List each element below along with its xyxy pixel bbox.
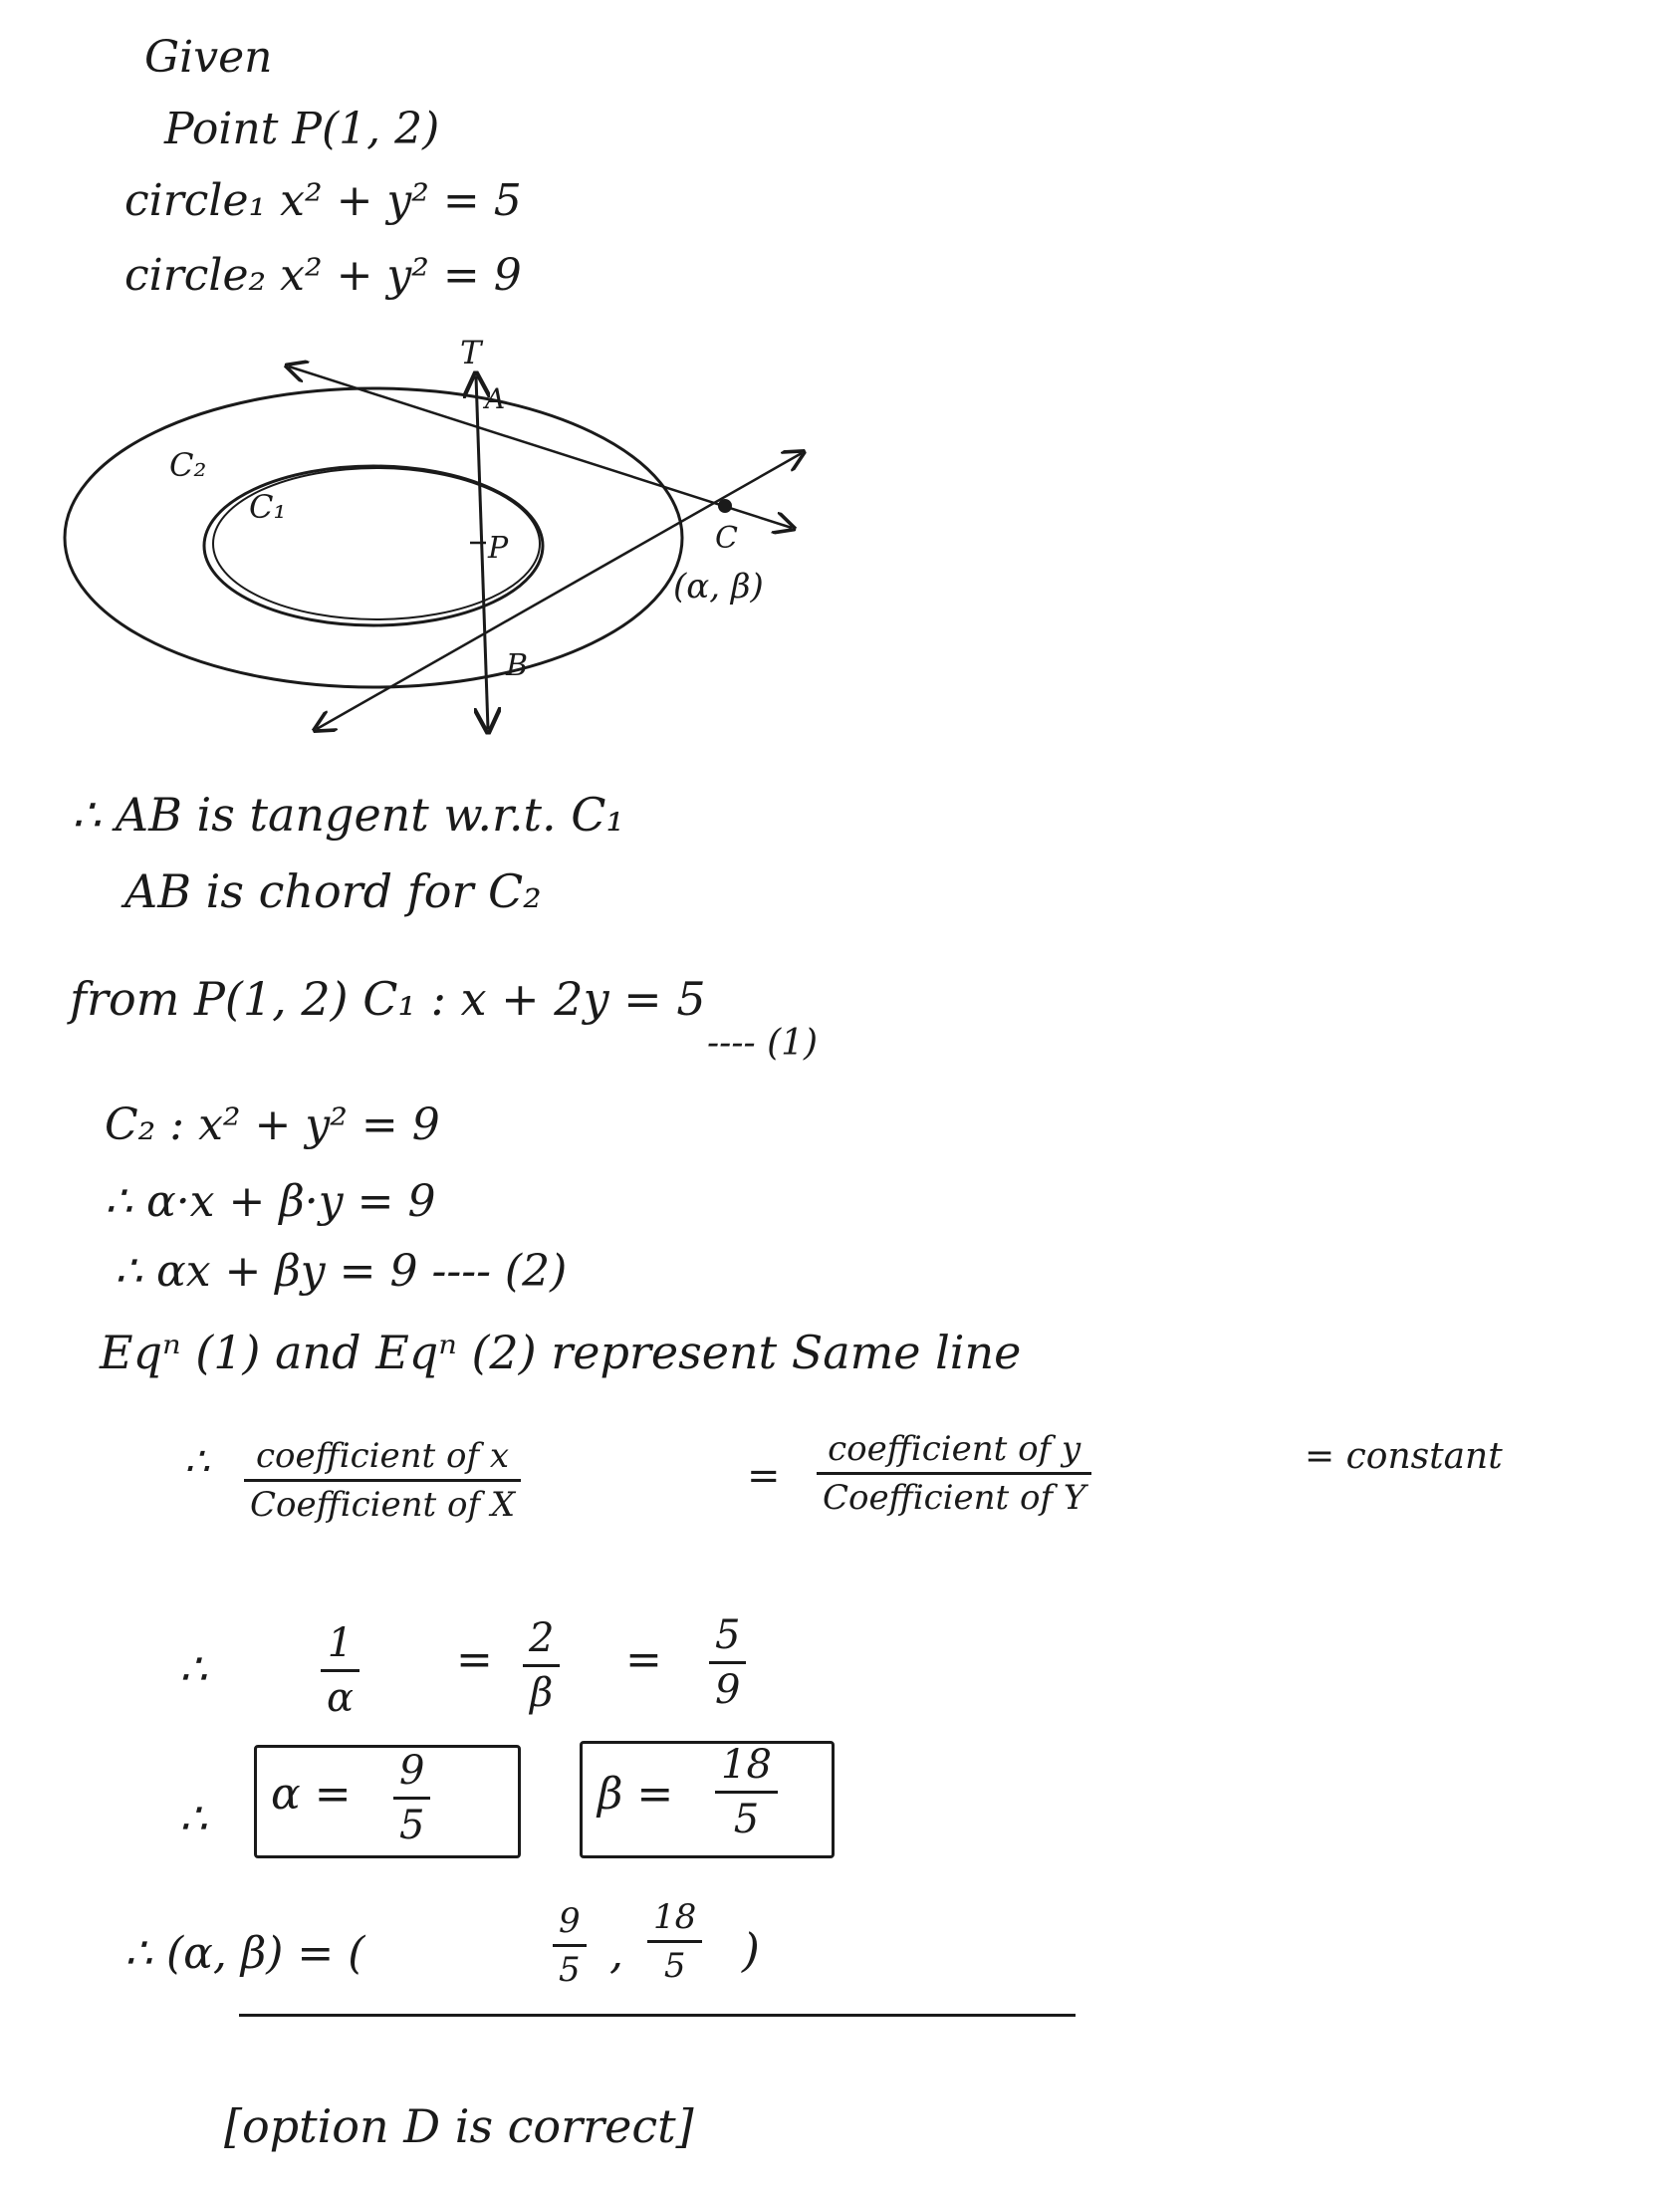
label-c-coords: (α, β): [673, 567, 764, 607]
coefficient-x-denominator: Coefficient of X: [250, 1485, 516, 1525]
ratio-two-beta: [523, 1615, 560, 1716]
alpha-result-numerator: 9: [399, 1748, 425, 1794]
ratio-two-beta-denominator: β: [530, 1670, 554, 1716]
label-c: C: [715, 521, 738, 556]
ratio-equals-1: =: [456, 1634, 493, 1685]
ratio-five-nine-denominator: 9: [715, 1667, 741, 1713]
final-beta-numerator: 18: [653, 1897, 697, 1937]
beta-result-denominator: 5: [733, 1797, 760, 1842]
circle-tangent-diagram: [0, 0, 1680, 797]
ratio-one-alpha-numerator: 1: [327, 1620, 354, 1666]
conclusion-text: [option D is correct]: [224, 2099, 694, 2153]
given-circle2: circle₂ x² + y² = 9: [124, 250, 522, 301]
label-a: A: [485, 382, 506, 415]
ratio-two-beta-numerator: 2: [529, 1615, 555, 1661]
tangent-statement: ∴ AB is tangent w.r.t. C₁: [72, 788, 624, 842]
final-underline: [239, 2014, 1076, 2017]
label-b: B: [506, 648, 529, 683]
results-therefore: ∴: [179, 1794, 207, 1844]
label-c2: C₂: [169, 446, 207, 484]
final-alpha-numerator: 9: [559, 1901, 581, 1941]
coefficient-x-numerator: coefficient of x: [256, 1436, 510, 1476]
alpha-result-fraction: [393, 1748, 430, 1848]
c2-equation: C₂ : x² + y² = 9: [105, 1099, 440, 1150]
chord-statement: AB is chord for C₂: [124, 864, 542, 918]
final-beta-denominator: 5: [663, 1946, 686, 1986]
coefficient-x-fraction: [244, 1436, 521, 1525]
final-lhs: ∴ (α, β) = (: [124, 1928, 365, 1979]
ratio-equals-2: =: [625, 1634, 662, 1685]
beta-result-label: β =: [598, 1769, 674, 1820]
final-alpha-fraction: [553, 1901, 587, 1990]
tangent-line-upper: [289, 366, 792, 528]
coefficient-equals: =: [747, 1453, 781, 1499]
given-circle1: circle₁ x² + y² = 5: [124, 175, 522, 226]
eq2-equation: ∴ αx + βy = 9 ---- (2): [115, 1246, 568, 1297]
final-comma: ,: [609, 1928, 623, 1979]
outer-circle-c2: [65, 388, 682, 687]
constant-label: = constant: [1305, 1436, 1503, 1477]
ratio-one-alpha-denominator: α: [327, 1675, 355, 1721]
final-alpha-denominator: 5: [559, 1950, 581, 1990]
alpha-beta-equation: ∴ α·x + β·y = 9: [105, 1176, 436, 1227]
given-point: Point P(1, 2): [164, 104, 440, 154]
label-p: P: [488, 531, 509, 566]
alpha-result-denominator: 5: [399, 1803, 425, 1848]
point-c-dot: [718, 499, 732, 513]
coefficient-y-numerator: coefficient of y: [828, 1429, 1081, 1469]
ratios-therefore: ∴: [179, 1644, 207, 1695]
final-close: ): [742, 1923, 760, 1977]
label-c1: C₁: [249, 488, 287, 526]
coefficient-y-fraction: [817, 1429, 1091, 1518]
beta-result-fraction: [715, 1742, 778, 1842]
beta-result-numerator: 18: [721, 1742, 772, 1788]
from-p-equation: from P(1, 2) C₁ : x + 2y = 5: [70, 972, 706, 1026]
ratio-one-alpha: [321, 1620, 360, 1721]
alpha-result-label: α =: [271, 1769, 352, 1820]
same-line-statement: Eqⁿ (1) and Eqⁿ (2) represent Same line: [100, 1326, 1022, 1379]
final-beta-fraction: [647, 1897, 702, 1986]
label-t: T: [460, 334, 482, 371]
coefficient-therefore: ∴: [184, 1439, 210, 1485]
ratio-five-nine: [709, 1612, 746, 1713]
eq1-tag: ---- (1): [707, 1023, 819, 1064]
coefficient-y-denominator: Coefficient of Y: [823, 1478, 1086, 1518]
given-heading: Given: [144, 32, 273, 83]
ratio-five-nine-numerator: 5: [715, 1612, 741, 1658]
